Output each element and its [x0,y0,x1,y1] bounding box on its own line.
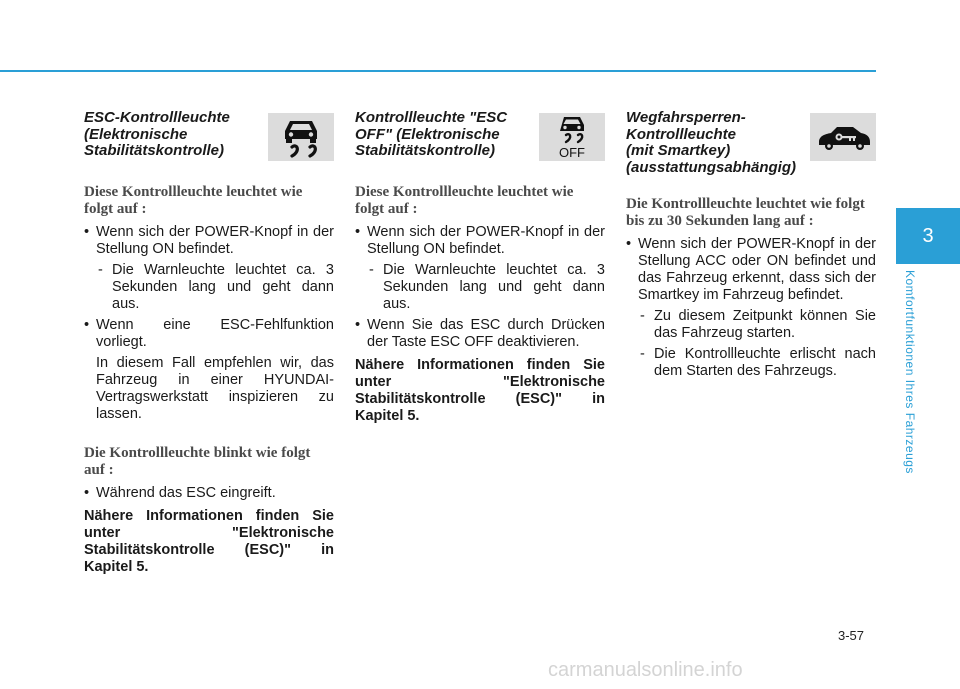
top-rule [0,70,876,72]
column-esc-off [355,110,605,431]
esc-skid-icon [268,113,334,161]
section-header [355,110,605,162]
bullet-item: • Wenn Sie das ESC durch Drücken der Taste ESC OFF deaktivieren. [355,317,605,351]
watermark: carmanualsonline.info [548,659,743,681]
section-title: Wegfahrsperren- Kontrollleuchte (mit Smartkey) (ausstattungsabhängig) [626,109,797,176]
subheading: Diese Kontrollleuchte leuchtet wie folgt auf : [84,184,303,217]
chapter-number: 3 [922,224,934,247]
column-immobilizer [626,110,876,384]
dash-item: - Zu diesem Zeitpunkt können Sie das Fahrzeug starten. [626,308,876,342]
subheading: Die Kontrollleuchte leuchtet wie folgt bis zu 30 Sekunden lang auf : [626,196,865,229]
subheading: Die Kontrollleuchte blinkt wie folgt auf : [84,445,311,478]
column-esc [84,110,334,582]
chapter-tab [896,208,960,264]
page-number: 3-57 [838,628,865,643]
paragraph: In diesem Fall empfehlen wir, das Fahrzeug in einer HYUNDAI-Vertragswerkstatt inspizieren zu lassen. [96,355,334,422]
reference-note: Nähere Informationen finden Sie unter "Elektronische Stabilitätskontrolle (ESC)" in Kapitel 5. [84,508,334,575]
dash-item: - Die Warnleuchte leuchtet ca. 3 Sekunden lang und geht dann aus. [355,262,605,313]
section-header [84,110,334,162]
bullet-item: • Wenn eine ESC-Fehlfunktion vorliegt. [84,317,334,351]
off-label: OFF [559,145,585,160]
section-title: ESC-Kontrollleuchte (Elektronische Stabilitätskontrolle) [84,109,230,159]
bullet-item: • Wenn sich der POWER-Knopf in der Stellung ACC oder ON befindet und das Fahrzeug erkennt, dass sich der Smartkey im Fahrzeug befindet. [626,236,876,304]
section-header [626,110,876,176]
dash-item: - Die Kontrollleuchte erlischt nach dem Starten des Fahrzeugs. [626,346,876,380]
chapter-title: Komfortfunktionen Ihres Fahrzeugs [903,270,917,474]
bullet-item: • Während das ESC eingreift. [84,485,334,502]
section-title: Kontrollleuchte "ESC OFF" (Elektronische Stabilitätskontrolle) [355,109,508,159]
dash-item: - Die Warnleuchte leuchtet ca. 3 Sekunden lang und geht dann aus. [84,262,334,313]
bullet-item: • Wenn sich der POWER-Knopf in der Stellung ON befindet. [355,224,605,258]
reference-note: Nähere Informationen finden Sie unter "Elektronische Stabilitätskontrolle (ESC)" in Kapitel 5. [355,357,605,424]
subheading: Diese Kontrollleuchte leuchtet wie folgt auf : [355,184,574,217]
esc-off-icon [539,113,605,161]
immobilizer-car-key-icon [810,113,876,161]
chapter-side-title [898,270,922,490]
bullet-item: • Wenn sich der POWER-Knopf in der Stellung ON befindet. [84,224,334,258]
